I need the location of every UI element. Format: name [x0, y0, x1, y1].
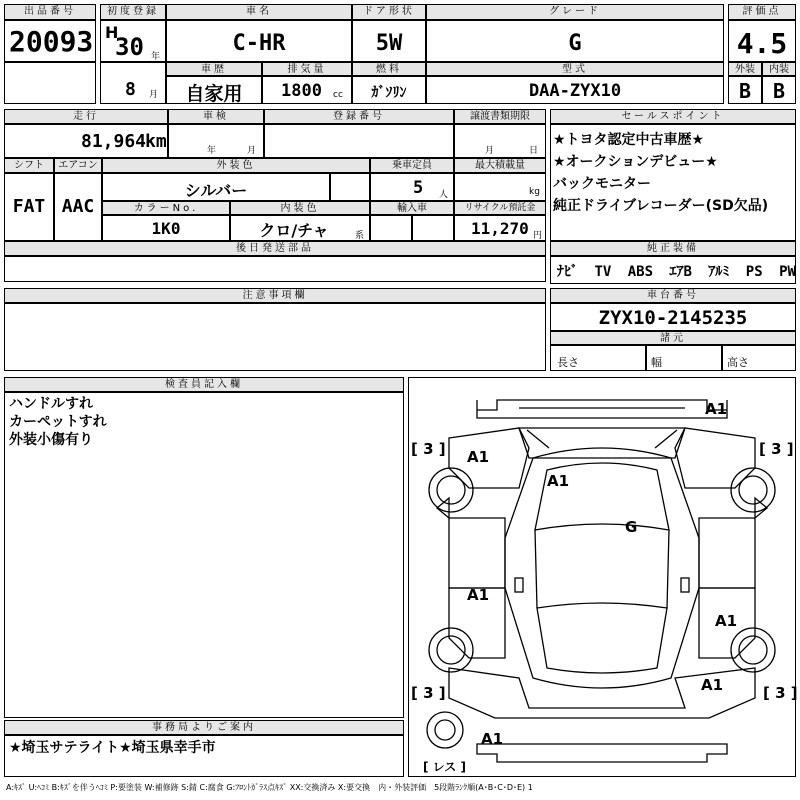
- ext-color-label: 外装色: [102, 158, 370, 173]
- lot-blank-cell: [4, 62, 96, 104]
- ext-color-cell: [102, 173, 330, 201]
- car-name: C-HR: [232, 31, 286, 56]
- ac-label: エアコン: [54, 158, 102, 173]
- history-label: 車歴: [166, 62, 262, 76]
- recycle-unit: 円: [533, 231, 543, 241]
- exterior-cell: [728, 76, 762, 104]
- import-cell-b: [412, 215, 454, 241]
- mark-front-left: A1: [467, 448, 490, 466]
- capacity: 5: [413, 178, 424, 198]
- mark-hood: A1: [547, 472, 570, 490]
- insp-year-unit: 年: [207, 146, 217, 156]
- equipment-item: TV: [594, 264, 612, 280]
- displacement-unit: cc: [333, 90, 343, 100]
- office-label: 事務局よりご案内: [4, 720, 404, 735]
- exterior-score: B: [738, 79, 752, 103]
- reg-no-cell: [264, 124, 454, 158]
- inspector-line: 外装小傷有り: [9, 432, 93, 448]
- displacement-cell: [262, 76, 352, 104]
- displacement-label: 排気量: [262, 62, 352, 76]
- year-unit: 年: [151, 52, 161, 62]
- reg-no-label: 登録番号: [264, 109, 454, 124]
- chassis-number: ZYX10-2145235: [598, 307, 748, 329]
- tire-rr: [ 3 ]: [763, 684, 798, 702]
- lot-number: 20093: [9, 25, 94, 58]
- car-name-cell: [166, 20, 352, 62]
- car-history: 自家用: [185, 83, 243, 105]
- mark-front-bumper: A1: [705, 400, 728, 418]
- exterior-label: 外装: [728, 62, 762, 76]
- score-cell: [728, 20, 796, 62]
- color-no-cell: [102, 215, 230, 241]
- car-diagram: [408, 377, 796, 777]
- sales-line: ★オークションデビュー★: [553, 154, 718, 170]
- ext-color-extra-cell: [330, 173, 370, 201]
- tire-rr-value: 3: [775, 684, 786, 702]
- mark-rear-right: A1: [701, 676, 724, 694]
- grade-label: グレード: [426, 4, 724, 20]
- length-label: 長さ: [557, 356, 579, 369]
- capacity-label: 乗車定員: [370, 158, 454, 173]
- tire-fl: [ 3 ]: [411, 440, 446, 458]
- fuel: ｶﾞｿﾘﾝ: [371, 85, 407, 101]
- capacity-cell: [370, 173, 454, 201]
- chassis-label: 車台番号: [550, 288, 796, 303]
- lot-number-label: 出品番号: [4, 4, 96, 20]
- specs-label: 諸元: [550, 331, 796, 345]
- transfer-month-unit: 月: [485, 146, 495, 156]
- tire-rl-value: 3: [423, 684, 434, 702]
- first-reg-month: 8: [125, 79, 136, 100]
- tire-fr-value: 3: [771, 440, 782, 458]
- office-text: ★埼玉サテライト★埼玉県幸手市: [9, 740, 216, 756]
- interior-cell: [762, 76, 796, 104]
- equipment-item: ABS: [627, 264, 654, 280]
- month-unit: 月: [149, 90, 159, 100]
- equipment-item: PW: [779, 264, 796, 280]
- inspector-box: [4, 392, 404, 718]
- first-reg-year-cell: [100, 20, 166, 62]
- load-cell: [454, 173, 546, 201]
- era: H: [105, 23, 119, 42]
- spare-tire: [ レス ]: [423, 760, 466, 774]
- fuel-label: 燃料: [352, 62, 426, 76]
- shift-cell: [4, 173, 54, 241]
- later-parts-cell: [4, 256, 546, 282]
- history-cell: [166, 76, 262, 104]
- sales-points-box: [550, 124, 796, 241]
- transfer-cell: [454, 124, 546, 158]
- recycle-label: リサイクル預託金: [454, 201, 546, 215]
- load-label: 最大積載量: [454, 158, 546, 173]
- equipment-item: ｱﾙﾐ: [708, 264, 730, 280]
- mileage-unit: km: [145, 131, 167, 152]
- inspector-line: ハンドルすれ: [9, 396, 93, 412]
- load-unit: kg: [529, 187, 540, 197]
- legend-text: A:ｷｽﾞ U:ﾍｺﾐ B:ｷｽﾞを伴うﾍｺﾐ P:要塗装 W:補修跡 S:錆 C:腐食 G:ﾌﾛﾝﾄｶﾞﾗｽ点ｷｽﾞ XX:交換済み X:要交換 内・外装評価 5段階ﾗﾝｸ順(A･B･C･D･E) 1: [6, 783, 533, 792]
- first-reg-month-cell: [100, 62, 166, 104]
- mark-rear: A1: [481, 730, 504, 748]
- sales-points-label: セールスポイント: [550, 109, 796, 124]
- import-label: 輸入車: [370, 201, 454, 215]
- mileage: 81,964: [81, 131, 147, 152]
- grade-cell: [426, 20, 724, 62]
- door-cell: [352, 20, 426, 62]
- equipment-item: ﾅﾋﾞ: [557, 264, 578, 280]
- notes-label: 注意事項欄: [4, 288, 546, 303]
- grade: G: [568, 31, 582, 56]
- tire-fr: [ 3 ]: [759, 440, 794, 458]
- interior-label: 内装: [762, 62, 796, 76]
- capacity-unit: 人: [439, 190, 449, 200]
- door-shape: 5W: [375, 31, 403, 56]
- inspector-line: カーペットすれ: [9, 414, 107, 430]
- fuel-cell: [352, 76, 426, 104]
- aircon: AAC: [61, 196, 95, 217]
- score-label: 評価点: [728, 4, 796, 20]
- height-cell: [722, 345, 796, 371]
- model-code: DAA-ZYX10: [528, 81, 622, 101]
- import-cell-a: [370, 215, 412, 241]
- transfer-label: 譲渡書類期限: [454, 109, 546, 124]
- interior-score: B: [772, 79, 786, 103]
- ac-cell: [54, 173, 102, 241]
- model-cell: [426, 76, 724, 104]
- mark-left-side: A1: [467, 586, 490, 604]
- tire-rl: [ 3 ]: [411, 684, 446, 702]
- recycle-cell: [454, 215, 546, 241]
- model-label: 型式: [426, 62, 724, 76]
- car-name-label: 車名: [166, 4, 352, 20]
- inspector-label: 検査員記入欄: [4, 377, 404, 392]
- int-color-cell: [230, 215, 370, 241]
- width-label: 幅: [651, 356, 662, 369]
- shift-label: シフト: [4, 158, 54, 173]
- later-parts-label: 後日発送部品: [4, 241, 546, 256]
- int-color: クロ/チャ: [259, 221, 329, 240]
- int-color-label: 内装色: [230, 201, 370, 215]
- sales-line: 純正ドライブレコーダー(SD欠品): [553, 198, 769, 214]
- equipment-box: [550, 256, 796, 284]
- inspection-label: 車検: [168, 109, 264, 124]
- shift: FAT: [12, 196, 46, 217]
- color-no: 1K0: [151, 219, 181, 238]
- mileage-label: 走行: [4, 109, 168, 124]
- equipment-item: ｴｱB: [669, 264, 692, 280]
- color-no-label: カラーNo.: [102, 201, 230, 215]
- width-cell: [646, 345, 722, 371]
- spare-tire-value: レス: [432, 760, 457, 774]
- equipment-label: 純正装備: [550, 241, 796, 256]
- sales-line: バックモニター: [553, 176, 651, 192]
- insp-month-unit: 月: [247, 146, 257, 156]
- displacement: 1800: [281, 81, 322, 101]
- lot-number-cell: [4, 20, 96, 62]
- mileage-cell: [4, 124, 168, 158]
- office-box: [4, 735, 404, 777]
- first-reg-year: 30: [115, 33, 144, 61]
- int-color-unit: 系: [355, 231, 365, 241]
- mark-right-side: A1: [715, 612, 738, 630]
- notes-box: [4, 303, 546, 371]
- chassis-cell: [550, 303, 796, 331]
- height-label: 高さ: [727, 356, 749, 369]
- car-outline-drawing: [409, 378, 795, 776]
- door-label: ドア形状: [352, 4, 426, 20]
- equipment-list: [557, 261, 796, 281]
- transfer-day-unit: 日: [529, 146, 539, 156]
- ext-color: シルバー: [184, 181, 248, 200]
- first-reg-label: 初度登録: [100, 4, 166, 20]
- inspection-cell: [168, 124, 264, 158]
- sales-line: ★トヨタ認定中古車歴★: [553, 132, 705, 148]
- tire-fl-value: 3: [423, 440, 434, 458]
- mark-roof: G: [625, 518, 638, 536]
- length-cell: [550, 345, 646, 371]
- score: 4.5: [736, 27, 788, 60]
- equipment-item: PS: [745, 264, 763, 280]
- recycle-fee: 11,270: [471, 219, 529, 238]
